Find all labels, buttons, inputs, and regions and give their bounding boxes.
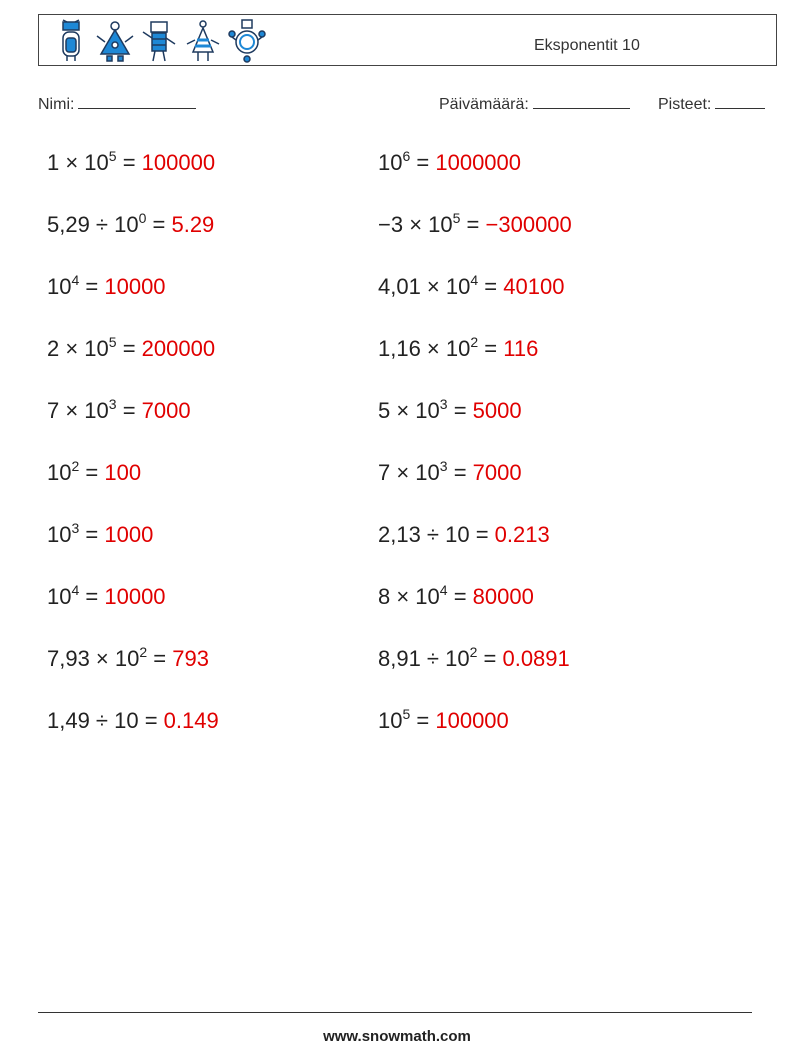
problem-answer: 100000 (435, 708, 509, 733)
problem-question: $4,01 \times 10^4$ = (378, 272, 504, 299)
name-field (38, 94, 196, 114)
problem-answer: 793 (172, 646, 209, 671)
problem-answer: 7000 (472, 460, 522, 485)
problem-question: $8 \times 10^4$ = (378, 582, 473, 609)
problem-question: $10^6$ = (378, 148, 436, 175)
problem-15 (47, 584, 166, 610)
footer-url: www.snowmath.com (323, 1028, 471, 1045)
footer-divider (38, 1012, 752, 1013)
problem-1 (47, 150, 215, 176)
problem-5 (47, 274, 166, 300)
problem-question: $7 \times 10^3$ = (378, 458, 473, 485)
problem-answer: 1000000 (435, 150, 522, 175)
problem-11 (47, 460, 141, 486)
problem-3 (47, 212, 214, 238)
problem-question: $7,93 \times 10^2$ = (47, 644, 173, 671)
problem-19 (47, 708, 219, 734)
problem-answer: 200000 (141, 336, 216, 361)
problem-17 (47, 646, 209, 672)
problem-7 (47, 336, 215, 362)
problem-13 (47, 522, 153, 548)
robot-4-icon (183, 18, 223, 64)
robot-3-icon (139, 18, 179, 64)
problem-answer: 80000 (472, 584, 534, 609)
problem-20 (378, 708, 509, 734)
date-blank[interactable] (533, 94, 630, 109)
problem-answer: 0.213 (494, 522, 550, 547)
problem-question: $-3 \times 10^5$ = (378, 210, 486, 237)
problem-question: $2 \times 10^5$ = (47, 334, 142, 361)
problem-question: $10^4$ = (47, 582, 105, 609)
worksheet-header (38, 14, 777, 66)
problem-question: $7 \times 10^3$ = (47, 396, 142, 423)
problem-answer: 40100 (503, 274, 565, 299)
problem-question: $10^2$ = (47, 458, 105, 485)
score-blank[interactable] (715, 94, 765, 109)
problem-question: $10^3$ = (47, 520, 105, 547)
problem-question: $5,29 \div 10^0$ = (47, 210, 172, 237)
robot-icons (51, 18, 267, 64)
problem-answer: 100 (104, 460, 142, 485)
problem-question: $1 \times 10^5$ = (47, 148, 142, 175)
problem-2 (378, 150, 521, 176)
problem-18 (378, 646, 570, 672)
worksheet-title: Eksponentit 10 (534, 37, 640, 54)
problem-answer: 5.29 (171, 212, 215, 237)
problem-answer: 10000 (104, 584, 166, 609)
problem-9 (47, 398, 191, 424)
problem-answer: 10000 (104, 274, 166, 299)
problem-question: 2,13 ÷ 10 = (378, 522, 495, 547)
score-label: Pisteet: (658, 96, 712, 113)
problem-4 (378, 212, 572, 238)
problem-answer: 0.0891 (502, 646, 570, 671)
problem-question: 1,49 ÷ 10 = (47, 708, 164, 733)
problem-answer: 0.149 (163, 708, 219, 733)
problem-6 (378, 274, 564, 300)
problem-8 (378, 336, 538, 362)
date-field (439, 94, 630, 114)
problem-12 (378, 460, 522, 486)
robot-1-icon (51, 18, 91, 64)
problem-answer: −300000 (485, 212, 572, 237)
robot-5-icon (227, 18, 267, 64)
problem-answer: 1000 (104, 522, 154, 547)
robot-2-icon (95, 18, 135, 64)
name-label: Nimi: (38, 96, 75, 113)
problem-answer: 100000 (141, 150, 216, 175)
problem-answer: 5000 (472, 398, 522, 423)
problem-question: $8,91 \div 10^2$ = (378, 644, 503, 671)
problem-question: $5 \times 10^3$ = (378, 396, 473, 423)
problem-answer: 116 (503, 336, 539, 361)
problem-question: $1,16 \times 10^2$ = (378, 334, 504, 361)
date-label: Päivämäärä: (439, 96, 529, 113)
problem-question: $10^4$ = (47, 272, 105, 299)
problem-answer: 7000 (141, 398, 191, 423)
name-blank[interactable] (78, 94, 196, 109)
problem-question: $10^5$ = (378, 706, 436, 733)
problem-16 (378, 584, 534, 610)
problem-10 (378, 398, 522, 424)
problem-14 (378, 522, 550, 548)
score-field (658, 94, 765, 114)
